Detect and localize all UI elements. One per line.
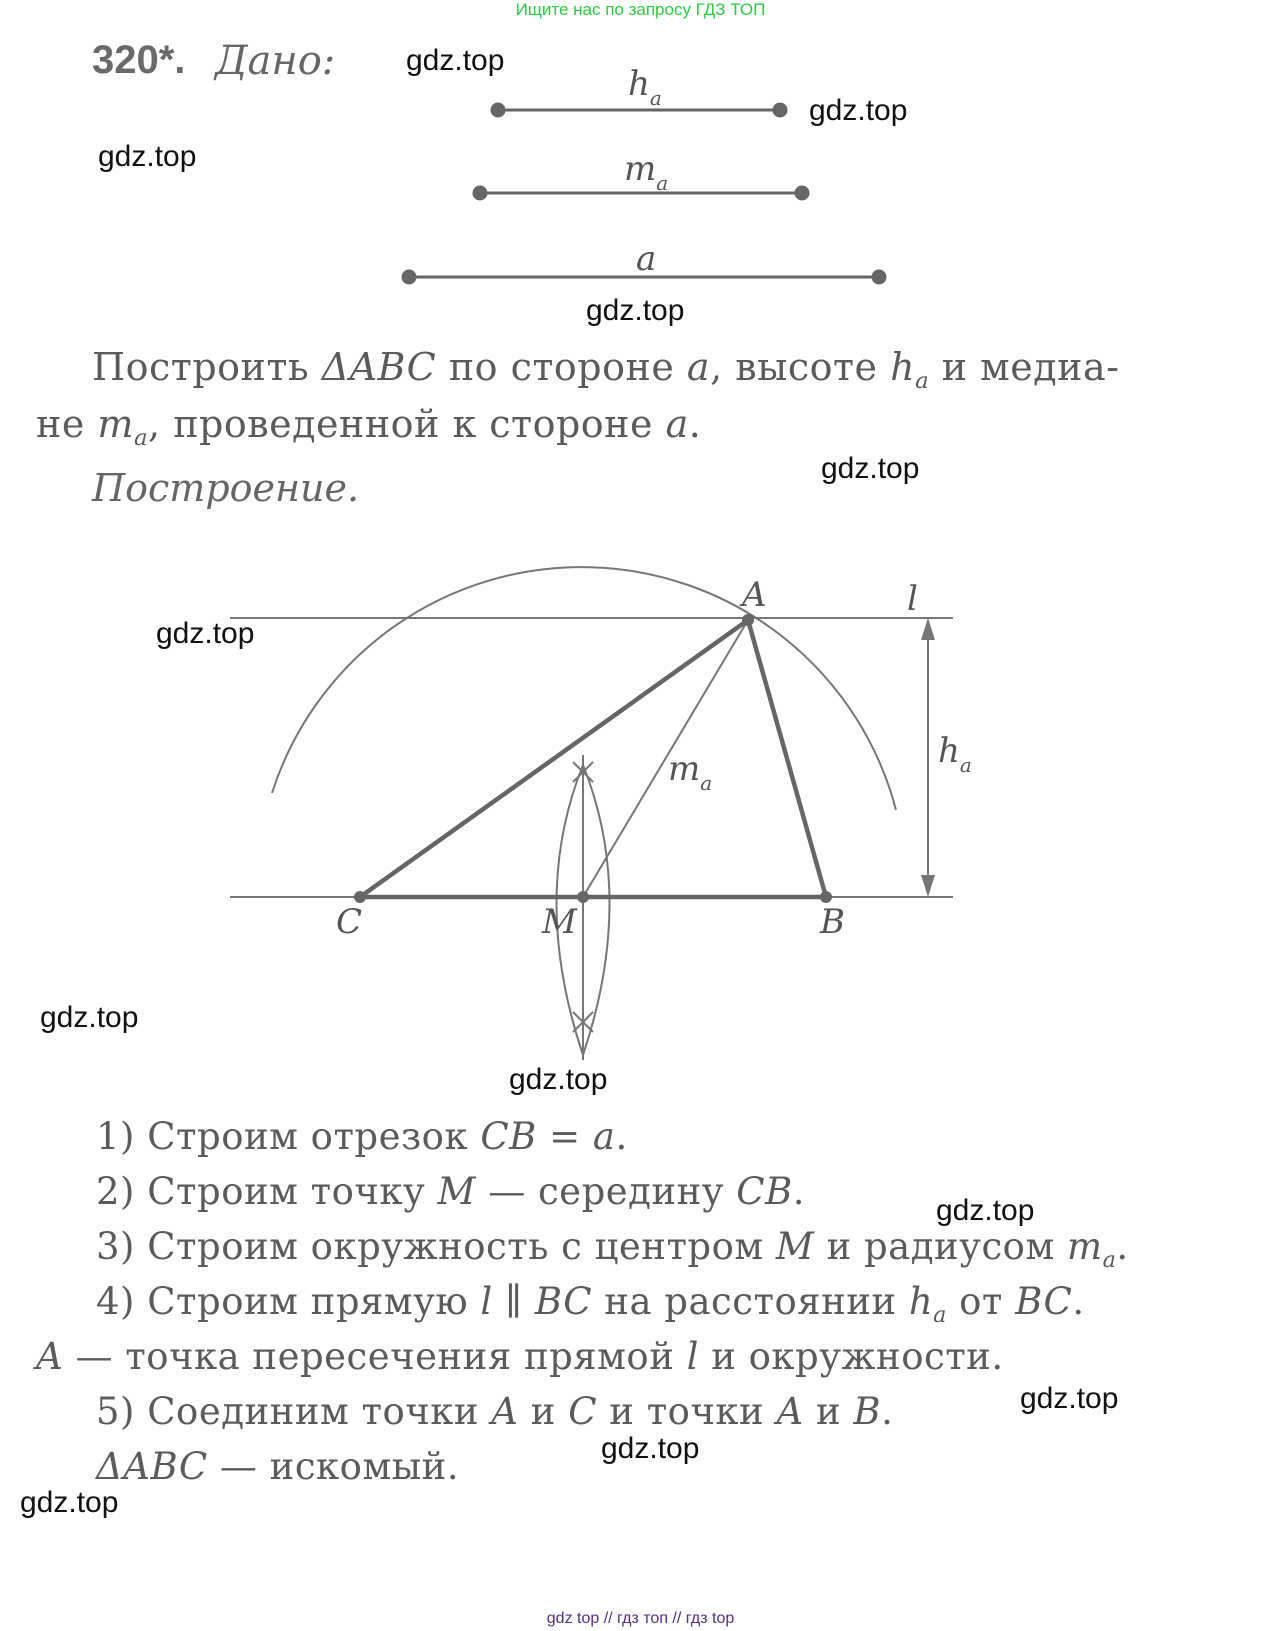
label-b: B [820,902,845,942]
height-arrow-top [921,618,935,640]
point-a [742,614,754,626]
segment-a-label: a [636,239,657,279]
label-median: $m_a$ [668,749,713,795]
given-label: Дано: [215,38,336,84]
watermark: gdz.top [40,1001,139,1034]
label-a: A [742,575,767,615]
watermark: gdz.top [406,44,505,77]
watermark: gdz.top [156,617,255,650]
watermark: gdz.top [821,452,920,485]
statement-line-2: не $m_a$, проведенной к стороне a. [36,402,702,451]
problem-number: 320*. [92,38,186,82]
step-4: 4) Строим прямую l ∥ BC на расстоянии $h_a$ от BC. [96,1280,1085,1328]
side-ab [748,620,826,897]
step-6: ΔABC — искомый. [96,1445,460,1488]
label-m: M [542,902,577,942]
label-c: C [336,902,363,942]
watermark: gdz.top [509,1063,608,1096]
statement-line-1: Построить ΔABC по стороне a, высоте $h_a$ и медиа- [92,345,1120,394]
segment-a-start-point [403,271,415,283]
segment-m-label: $m_a$ [624,149,669,195]
watermark: gdz.top [936,1194,1035,1227]
step-4-line-2: A — точка пересечения прямой l и окружности. [36,1335,1004,1378]
height-arrow-bottom [921,875,935,897]
top-banner[interactable]: Ищите нас по запросу ГДЗ ТОП [515,0,766,19]
segment-h-end-point [774,104,786,116]
watermark: gdz.top [586,294,685,327]
label-l: l [907,579,918,619]
segment-m-start-point [474,187,486,199]
step-3: 3) Строим окружность с центром M и радиусом $m_a$. [96,1225,1129,1273]
segment-a-end-point [873,271,885,283]
watermark: gdz.top [809,94,908,127]
median-am [583,620,748,897]
step-1: 1) Строим отрезок CB = a. [96,1115,628,1158]
bisector-arc-right [583,765,610,1055]
point-m [577,891,589,903]
step-2: 2) Строим точку M — середину CB. [96,1170,806,1213]
segment-h-start-point [492,104,504,116]
watermark: gdz.top [98,140,197,173]
bottom-banner[interactable]: gdz top // гдз топ // гдз top [546,1610,735,1627]
step-5: 5) Соединим точки A и C и точки A и B. [96,1390,894,1433]
segment-h-label: $h_a$ [628,64,662,110]
watermark: gdz.top [1020,1382,1119,1415]
watermark: gdz.top [20,1486,119,1519]
construction-label: Построение. [92,466,360,510]
watermark: gdz.top [601,1432,700,1465]
label-height: $h_a$ [938,731,972,777]
segment-m-end-point [796,187,808,199]
